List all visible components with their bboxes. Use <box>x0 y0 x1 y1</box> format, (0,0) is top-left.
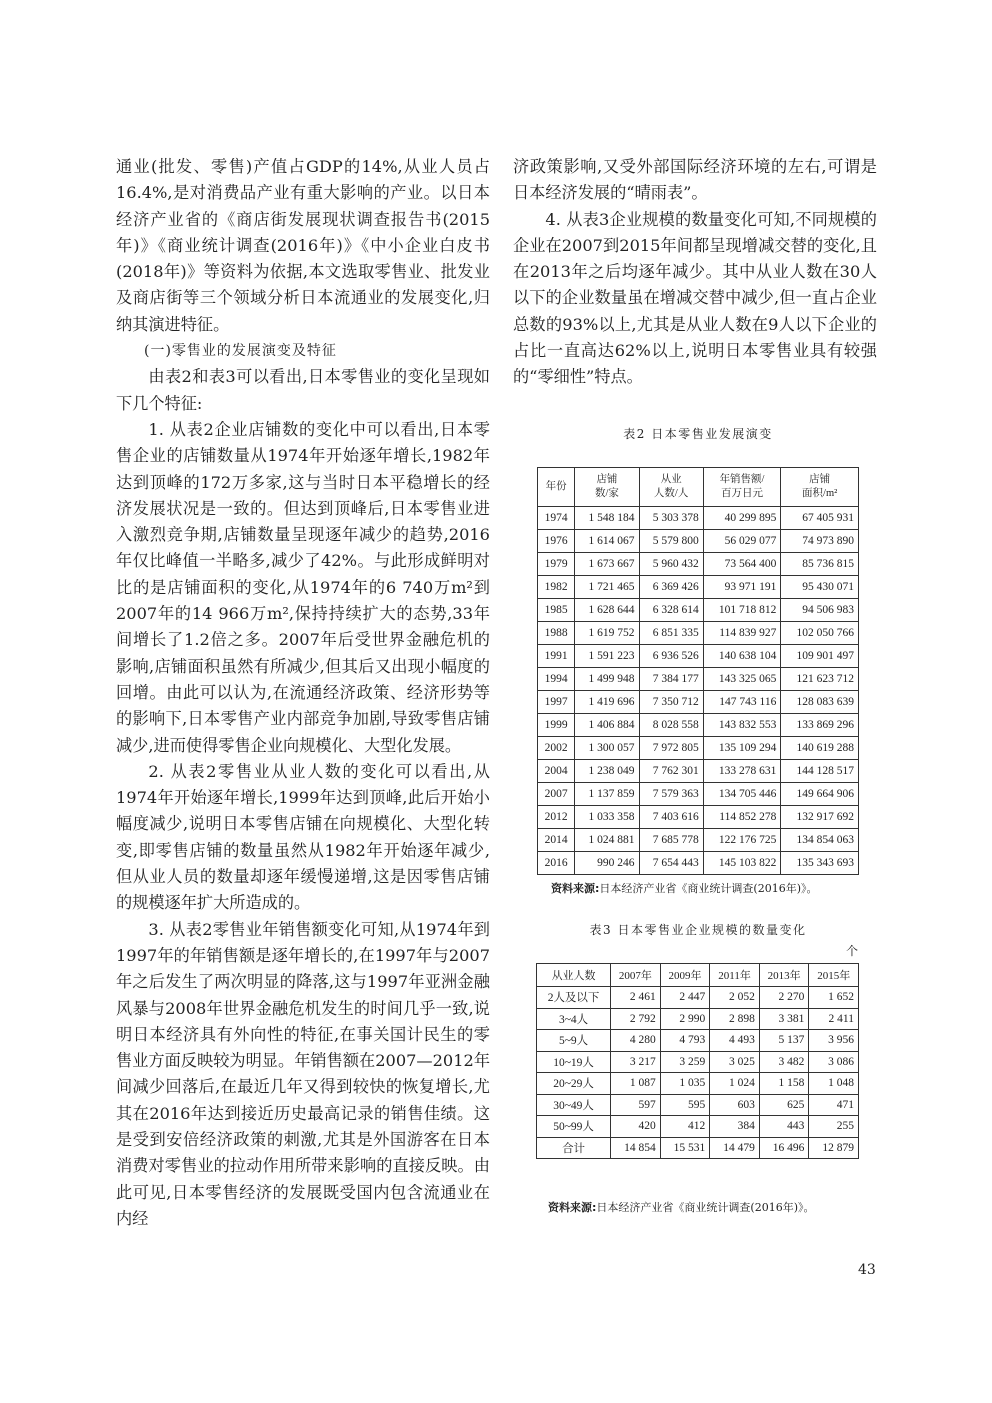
table3-source-label: 资料来源: <box>548 1201 597 1214</box>
table-cell: 1999 <box>538 714 575 737</box>
table-cell: 20~29人 <box>537 1073 611 1095</box>
table-cell: 7 685 778 <box>639 829 703 852</box>
table-cell: 5 137 <box>759 1030 809 1052</box>
table-row <box>538 530 859 553</box>
column-header: 年份 <box>538 468 575 507</box>
table-cell: 7 654 443 <box>639 852 703 875</box>
table-row <box>538 760 859 783</box>
table-cell: 1991 <box>538 645 575 668</box>
column-header: 2009年 <box>660 964 710 987</box>
table-cell: 7 579 363 <box>639 783 703 806</box>
table-cell: 121 623 712 <box>781 668 859 691</box>
table-cell: 3 259 <box>660 1051 710 1073</box>
column-header: 2007年 <box>611 964 661 987</box>
right-column <box>513 154 877 391</box>
table3-source <box>548 1199 868 1215</box>
table-cell: 147 743 116 <box>703 691 781 714</box>
table-cell: 2014 <box>538 829 575 852</box>
table-cell: 85 736 815 <box>781 553 859 576</box>
paragraph: 通业(批发、零售)产值占GDP的14%,从业人员占16.4%,是对消费品产业有重大影响的产业。以日本经济产业省的《商店街发展现状调查报告书(2015年)》《商业统计调查(2016年)》《中小企业白皮书(2018年)》等资料为依据,本文选取零售业、批发业及商店街等三个领域分析日本流通业的发展变化,归纳其演进特征。 <box>116 157 490 334</box>
table2-header-row <box>538 468 859 507</box>
table-row <box>538 622 859 645</box>
table-cell: 2 461 <box>611 987 661 1009</box>
column-header: 从业 人数/人 <box>639 468 703 507</box>
table-cell: 5 960 432 <box>639 553 703 576</box>
table-cell: 3 381 <box>759 1008 809 1030</box>
table-cell: 16 496 <box>759 1137 809 1159</box>
table-cell: 114 839 927 <box>703 622 781 645</box>
table-cell: 603 <box>710 1094 760 1116</box>
table-cell: 14 854 <box>611 1137 661 1159</box>
left-column <box>116 154 490 1232</box>
column-header: 店铺 数/家 <box>575 468 639 507</box>
right-column-text <box>513 154 877 391</box>
table-cell: 2016 <box>538 852 575 875</box>
table-cell: 255 <box>809 1116 859 1138</box>
table-cell: 2 792 <box>611 1008 661 1030</box>
table-cell: 67 405 931 <box>781 507 859 530</box>
table-cell: 1 548 184 <box>575 507 639 530</box>
table-cell: 73 564 400 <box>703 553 781 576</box>
table-cell: 135 343 693 <box>781 852 859 875</box>
table-cell: 50~99人 <box>537 1116 611 1138</box>
table-cell: 10~19人 <box>537 1051 611 1073</box>
table-cell: 95 430 071 <box>781 576 859 599</box>
table-cell: 412 <box>660 1116 710 1138</box>
table-cell: 471 <box>809 1094 859 1116</box>
table-cell: 12 879 <box>809 1137 859 1159</box>
table-cell: 3 086 <box>809 1051 859 1073</box>
table-cell: 3 482 <box>759 1051 809 1073</box>
table-cell: 56 029 077 <box>703 530 781 553</box>
table-row <box>537 1008 859 1030</box>
table-row <box>538 737 859 760</box>
table-cell: 30~49人 <box>537 1094 611 1116</box>
table3-unit: 个 <box>846 944 859 958</box>
paragraph: 由表2和表3可以看出,日本零售业的变化呈现如下几个特征: <box>116 367 490 413</box>
table-cell: 132 917 692 <box>781 806 859 829</box>
table-cell: 2012 <box>538 806 575 829</box>
table-cell: 114 852 278 <box>703 806 781 829</box>
table-cell: 2 270 <box>759 987 809 1009</box>
table-cell: 14 479 <box>710 1137 760 1159</box>
table-cell: 合计 <box>537 1137 611 1159</box>
table-row <box>537 1116 859 1138</box>
table-row <box>537 1030 859 1052</box>
table-cell: 2004 <box>538 760 575 783</box>
table-row <box>537 1094 859 1116</box>
column-header: 年销售额/ 百万日元 <box>703 468 781 507</box>
paragraph: 1. 从表2企业店铺数的变化中可以看出,日本零售企业的店铺数量从1974年开始逐年增长,1982年达到顶峰的172万多家,这与当时日本平稳增长的经济发展状况是一致的。但达到顶峰后,日本零售业进入激烈竞争期,店铺数量呈现逐年减少的趋势,2016年仅比峰值一半略多,减少了42%。与此形成鲜明对比的是店铺面积的变化,从1974年的6 740万m²到2007年的14 966万m²,保持持续扩大的态势,33年间增长了1.2倍之多。2007年后受世界金融危机的影响,店铺面积虽然有所减少,但其后又出现小幅度的回增。由此可以认为,在流通经济政策、经济形势等的影响下,日本零售产业内部竞争加剧,导致零售店铺减少,进而使得零售企业向规模化、大型化发展。 <box>116 419 490 755</box>
table-cell: 1997 <box>538 691 575 714</box>
table-cell: 1994 <box>538 668 575 691</box>
table-cell: 1 721 465 <box>575 576 639 599</box>
column-header: 2015年 <box>809 964 859 987</box>
table-cell: 143 325 065 <box>703 668 781 691</box>
table-row <box>537 1137 859 1159</box>
table-cell: 1 024 881 <box>575 829 639 852</box>
section-heading: (一)零售业的发展演变及特征 <box>144 343 337 360</box>
table-cell: 109 901 497 <box>781 645 859 668</box>
table3-source-text: 日本经济产业省《商业统计调查(2016年)》。 <box>596 1201 815 1214</box>
table-cell: 15 531 <box>660 1137 710 1159</box>
table-cell: 384 <box>710 1116 760 1138</box>
table-cell: 1979 <box>538 553 575 576</box>
table-row <box>537 1073 859 1095</box>
table-cell: 2002 <box>538 737 575 760</box>
table-cell: 1 673 667 <box>575 553 639 576</box>
table-cell: 144 128 517 <box>781 760 859 783</box>
table-row <box>538 852 859 875</box>
page-number: 43 <box>858 1262 876 1278</box>
table-cell: 443 <box>759 1116 809 1138</box>
table-cell: 145 103 822 <box>703 852 781 875</box>
table-cell: 7 762 301 <box>639 760 703 783</box>
column-header: 2011年 <box>710 964 760 987</box>
table2-caption: 表2 日本零售业发展演变 <box>623 427 773 441</box>
table-cell: 1 035 <box>660 1073 710 1095</box>
table-cell: 1 087 <box>611 1073 661 1095</box>
table-cell: 40 299 895 <box>703 507 781 530</box>
table-row <box>538 553 859 576</box>
table-cell: 2 052 <box>710 987 760 1009</box>
table2-source-text: 日本经济产业省《商业统计调查(2016年)》。 <box>599 882 818 895</box>
table-cell: 1974 <box>538 507 575 530</box>
table-cell: 140 619 288 <box>781 737 859 760</box>
table-row <box>538 783 859 806</box>
table-cell: 93 971 191 <box>703 576 781 599</box>
table-cell: 3 025 <box>710 1051 760 1073</box>
column-header: 从业人数 <box>537 964 611 987</box>
table3-caption: 表3 日本零售业企业规模的数量变化 <box>589 923 807 937</box>
table-cell: 149 664 906 <box>781 783 859 806</box>
table-cell: 4 493 <box>710 1030 760 1052</box>
table-cell: 4 793 <box>660 1030 710 1052</box>
table-cell: 2 990 <box>660 1008 710 1030</box>
table-cell: 7 384 177 <box>639 668 703 691</box>
table-row <box>538 691 859 714</box>
table-cell: 1982 <box>538 576 575 599</box>
table-cell: 140 638 104 <box>703 645 781 668</box>
table-cell: 7 403 616 <box>639 806 703 829</box>
table-cell: 1 033 358 <box>575 806 639 829</box>
table-cell: 74 973 890 <box>781 530 859 553</box>
table-cell: 1976 <box>538 530 575 553</box>
paragraph: 济政策影响,又受外部国际经济环境的左右,可谓是日本经济发展的“晴雨表”。 <box>513 157 877 203</box>
table-cell: 6 328 614 <box>639 599 703 622</box>
table-cell: 5 579 800 <box>639 530 703 553</box>
table-row <box>538 507 859 530</box>
table-cell: 625 <box>759 1094 809 1116</box>
table3-body <box>537 987 859 1159</box>
table-cell: 3~4人 <box>537 1008 611 1030</box>
table-cell: 94 506 983 <box>781 599 859 622</box>
table-cell: 6 369 426 <box>639 576 703 599</box>
table-cell: 2 447 <box>660 987 710 1009</box>
table-cell: 1 048 <box>809 1073 859 1095</box>
table-cell: 1 499 948 <box>575 668 639 691</box>
table-row <box>538 668 859 691</box>
table-cell: 1988 <box>538 622 575 645</box>
table-cell: 3 217 <box>611 1051 661 1073</box>
table-cell: 1 419 696 <box>575 691 639 714</box>
table-cell: 2007 <box>538 783 575 806</box>
table-cell: 135 109 294 <box>703 737 781 760</box>
table-row <box>537 987 859 1009</box>
table-cell: 1 024 <box>710 1073 760 1095</box>
table-cell: 101 718 812 <box>703 599 781 622</box>
table-cell: 122 176 725 <box>703 829 781 852</box>
table-row <box>538 829 859 852</box>
table-cell: 1 300 057 <box>575 737 639 760</box>
table3 <box>536 963 859 1159</box>
table-cell: 1 158 <box>759 1073 809 1095</box>
table-cell: 597 <box>611 1094 661 1116</box>
table-row <box>538 599 859 622</box>
table-cell: 7 972 805 <box>639 737 703 760</box>
column-header: 2013年 <box>759 964 809 987</box>
table-cell: 102 050 766 <box>781 622 859 645</box>
table-row <box>537 1051 859 1073</box>
table-cell: 143 832 553 <box>703 714 781 737</box>
table-cell: 4 280 <box>611 1030 661 1052</box>
table-cell: 5 303 378 <box>639 507 703 530</box>
table-row <box>538 806 859 829</box>
table-cell: 1 406 884 <box>575 714 639 737</box>
paragraph: 3. 从表2零售业年销售额变化可知,从1974年到1997年的年销售额是逐年增长的,在1997年与2007年之后发生了两次明显的降落,这与1997年亚洲金融风暴与2008年世界金融危机发生的时间几乎一致,说明日本经济具有外向性的特征,在事关国计民生的零售业方面反映较为明显。年销售额在2007—2012年间减少回落后,在最近几年又得到较快的恢复增长,尤其在2016年达到接近历史最高记录的销售佳绩。这是受到安倍经济政策的刺激,尤其是外国游客在日本消费对零售业的拉动作用所带来影响的直接反映。由此可见,日本零售经济的发展既受国内包含流通业在内经 <box>116 919 490 1228</box>
table-cell: 8 028 558 <box>639 714 703 737</box>
table-cell: 133 278 631 <box>703 760 781 783</box>
table-cell: 1985 <box>538 599 575 622</box>
table-row <box>538 714 859 737</box>
table-cell: 595 <box>660 1094 710 1116</box>
table-row <box>538 645 859 668</box>
table-cell: 134 854 063 <box>781 829 859 852</box>
table-cell: 1 238 049 <box>575 760 639 783</box>
table-cell: 3 956 <box>809 1030 859 1052</box>
paragraph: 2. 从表2零售业从业人数的变化可以看出,从1974年开始逐年增长,1999年达到顶峰,此后开始小幅度减少,说明日本零售店铺在向规模化、大型化转变,即零售店铺的数量虽然从1982年开始逐年减少,但从业人员的数量却逐年缓慢递增,这是因零售店铺的规模逐年扩大所造成的。 <box>116 761 490 913</box>
table-cell: 1 137 859 <box>575 783 639 806</box>
table-cell: 6 936 526 <box>639 645 703 668</box>
table-cell: 2 411 <box>809 1008 859 1030</box>
table2-body <box>538 507 859 875</box>
table3-header-row <box>537 964 859 987</box>
table-cell: 1 591 223 <box>575 645 639 668</box>
paragraph: 4. 从表3企业规模的数量变化可知,不同规模的企业在2007到2015年间都呈现增减交替的变化,且在2013年之后均逐年减少。其中从业人数在30人以下的企业数量虽在增减交替中减少,但一直占企业总数的93%以上,尤其是从业人数在9人以下企业的占比一直高达62%以上,说明日本零售业具有较强的“零细性”特点。 <box>513 209 877 387</box>
column-header: 店铺 面积/m² <box>781 468 859 507</box>
table-row <box>538 576 859 599</box>
table-cell: 5~9人 <box>537 1030 611 1052</box>
table-cell: 1 628 644 <box>575 599 639 622</box>
table2 <box>537 467 859 875</box>
table-cell: 2 898 <box>710 1008 760 1030</box>
table-cell: 420 <box>611 1116 661 1138</box>
table-cell: 134 705 446 <box>703 783 781 806</box>
table2-source <box>551 880 871 896</box>
table-cell: 1 614 067 <box>575 530 639 553</box>
table-cell: 2人及以下 <box>537 987 611 1009</box>
table2-source-label: 资料来源: <box>551 882 600 895</box>
table-cell: 133 869 296 <box>781 714 859 737</box>
table-cell: 6 851 335 <box>639 622 703 645</box>
table-cell: 990 246 <box>575 852 639 875</box>
table-cell: 1 619 752 <box>575 622 639 645</box>
table-cell: 128 083 639 <box>781 691 859 714</box>
table-cell: 1 652 <box>809 987 859 1009</box>
table-cell: 7 350 712 <box>639 691 703 714</box>
